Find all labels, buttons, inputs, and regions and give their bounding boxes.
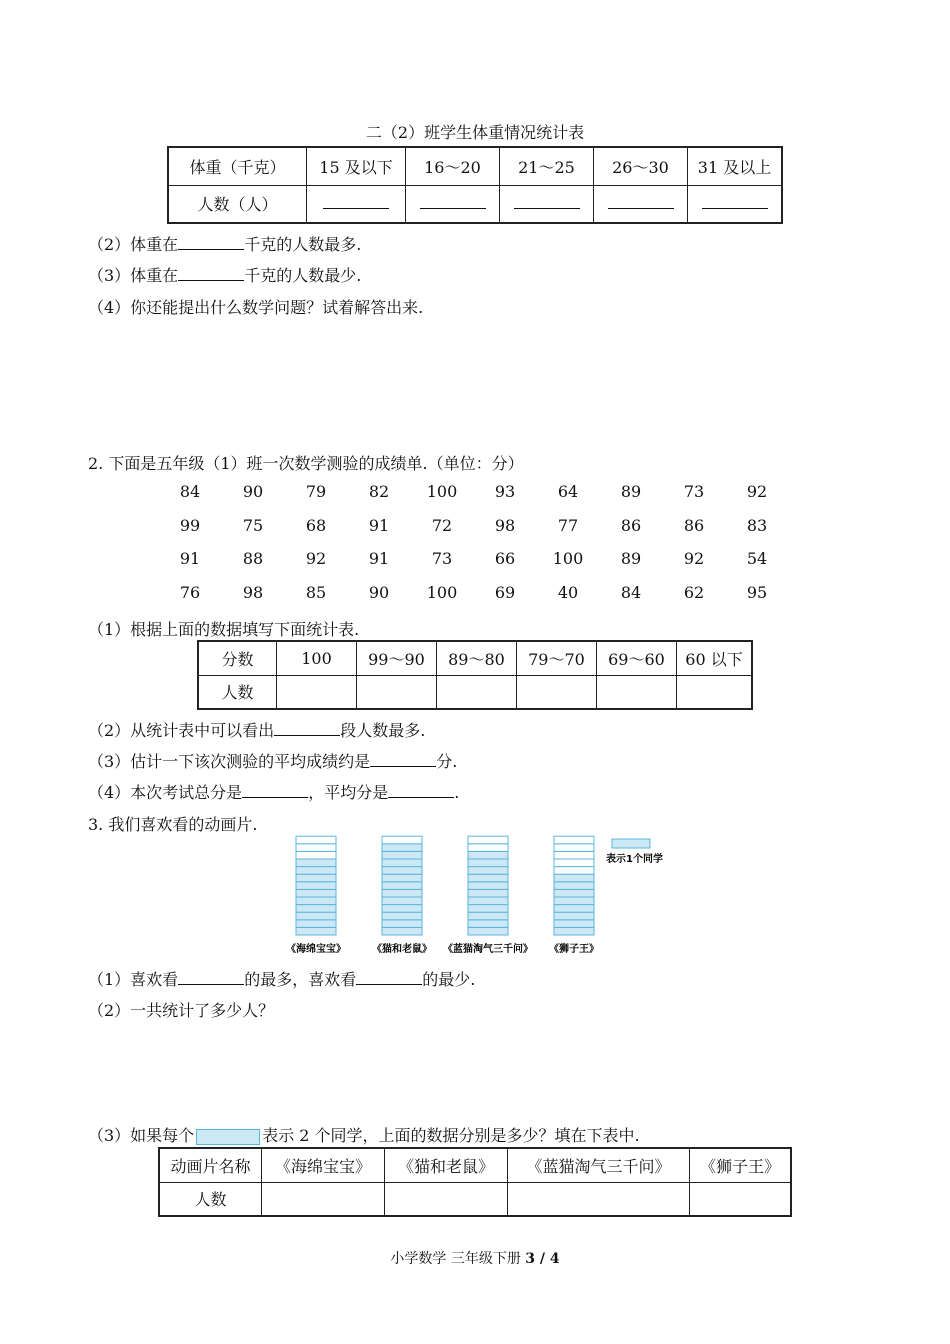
- q2-sub4-pre: （4）本次考试总分是: [88, 783, 243, 802]
- score-value: 75: [242, 515, 264, 535]
- count-blank[interactable]: [688, 185, 783, 223]
- q1-sub3-pre: （3）体重在: [88, 266, 179, 285]
- score-value: 86: [620, 515, 642, 535]
- score-value: 92: [305, 549, 327, 568]
- filled-unit: [382, 851, 422, 859]
- score-count-cell[interactable]: [277, 675, 357, 709]
- score-value: 91: [179, 549, 201, 568]
- q3-sub1-mid: 的最多，喜欢看: [244, 970, 357, 989]
- empty-unit: [554, 859, 594, 867]
- weight-table-title: 二（2）班学生体重情况统计表: [365, 123, 585, 142]
- score-value: 93: [494, 482, 516, 501]
- filled-unit: [296, 912, 336, 920]
- score-value: 92: [746, 482, 768, 501]
- filled-unit: [468, 882, 508, 890]
- score-value: 98: [242, 582, 264, 602]
- score-value: 68: [305, 515, 327, 535]
- filled-unit: [468, 859, 508, 867]
- score-value: 89: [620, 482, 642, 501]
- filled-unit: [468, 851, 508, 859]
- q1-sub2-pre: （2）体重在: [88, 235, 179, 254]
- score-value: 98: [494, 515, 516, 535]
- filled-unit: [296, 905, 336, 913]
- weight-col: 21～25: [500, 147, 594, 185]
- filled-unit: [296, 927, 336, 935]
- page-footer: [0, 1248, 950, 1268]
- q3-sub3-pre: （3）如果每个: [88, 1126, 195, 1145]
- filled-unit: [468, 920, 508, 928]
- score-value: 90: [242, 482, 264, 501]
- score-count-cell[interactable]: [597, 675, 677, 709]
- score-value: 79: [305, 482, 327, 501]
- score-count-cell[interactable]: [517, 675, 597, 709]
- score-value: 88: [242, 549, 264, 568]
- filled-unit: [382, 867, 422, 875]
- filled-unit: [296, 867, 336, 875]
- chart-category-label: 《海绵宝宝》: [286, 944, 346, 955]
- filled-unit: [296, 859, 336, 867]
- score-value: 100: [426, 582, 458, 602]
- filled-unit: [468, 867, 508, 875]
- filled-unit: [382, 912, 422, 920]
- score-col: 100: [277, 641, 357, 675]
- q1-sub3: [88, 263, 361, 286]
- q3-sub1: [88, 967, 475, 990]
- empty-unit: [554, 836, 594, 844]
- q2-sub4-mid: ，平均分是: [308, 783, 389, 802]
- chart-bar: [296, 836, 336, 935]
- filled-unit: [382, 889, 422, 897]
- weight-table: [167, 146, 783, 224]
- filled-unit: [382, 874, 422, 882]
- q3-sub3: [88, 1123, 640, 1146]
- score-count-cell[interactable]: [437, 675, 517, 709]
- filled-unit: [468, 874, 508, 882]
- unit-square-icon: [196, 1129, 260, 1145]
- q1-sub4: （4）你还能提出什么数学问题？试着解答出来.: [88, 298, 424, 317]
- score-header: 分数: [198, 641, 277, 675]
- q1-sub2: [88, 232, 361, 255]
- score-value: 62: [683, 582, 705, 602]
- q2-sub2-post: 段人数最多.: [340, 721, 426, 740]
- q3-sub1-post: 的最少.: [422, 970, 476, 989]
- score-value: 54: [746, 549, 768, 568]
- filled-unit: [554, 927, 594, 935]
- score-value: 92: [683, 549, 705, 568]
- filled-unit: [468, 912, 508, 920]
- score-value: 84: [179, 482, 201, 501]
- q2-sub1: （1）根据上面的数据填写下面统计表.: [88, 620, 360, 639]
- score-count-cell[interactable]: [357, 675, 437, 709]
- cartoon-table: [158, 1147, 792, 1217]
- filled-unit: [468, 889, 508, 897]
- score-value: 89: [620, 549, 642, 568]
- score-col: 99～90: [357, 641, 437, 675]
- score-value: 73: [431, 549, 453, 568]
- score-value: 72: [431, 515, 453, 535]
- q1-sub3-post: 千克的人数最少.: [244, 266, 362, 285]
- legend-label: 表示1个同学: [606, 854, 663, 865]
- legend-swatch: [612, 839, 650, 848]
- filled-unit: [296, 920, 336, 928]
- chart-bar: [554, 836, 594, 935]
- score-value: 91: [368, 549, 390, 568]
- answer-blank[interactable]: [178, 266, 244, 281]
- empty-unit: [554, 851, 594, 859]
- count-blank[interactable]: [406, 185, 500, 223]
- score-value: 95: [746, 582, 768, 602]
- filled-unit: [468, 905, 508, 913]
- filled-unit: [554, 874, 594, 882]
- score-col: 79～70: [517, 641, 597, 675]
- filled-unit: [296, 889, 336, 897]
- filled-unit: [554, 912, 594, 920]
- score-value: 69: [494, 582, 516, 602]
- filled-unit: [382, 897, 422, 905]
- answer-blank[interactable]: [274, 721, 340, 736]
- cartoon-col: 《海绵宝宝》: [262, 1148, 385, 1182]
- answer-blank[interactable]: [370, 752, 436, 767]
- empty-unit: [554, 844, 594, 852]
- empty-unit: [554, 867, 594, 875]
- q3-sub3-post: 表示 2 个同学，上面的数据分别是多少？填在下表中.: [262, 1126, 640, 1145]
- filled-unit: [382, 927, 422, 935]
- score-value: 40: [557, 582, 579, 602]
- weight-col: 15 及以下: [307, 147, 406, 185]
- q2-sub3-pre: （3）估计一下该次测验的平均成绩约是: [88, 752, 371, 771]
- filled-unit: [382, 905, 422, 913]
- cartoon-count-cell[interactable]: [690, 1182, 792, 1216]
- empty-unit: [296, 836, 336, 844]
- q1-sub2-post: 千克的人数最多.: [244, 235, 362, 254]
- filled-unit: [468, 927, 508, 935]
- q2-sub3-post: 分.: [436, 752, 458, 771]
- chart-bar: [468, 836, 508, 935]
- answer-blank[interactable]: [178, 970, 244, 985]
- score-value: 83: [746, 515, 768, 535]
- filled-unit: [382, 882, 422, 890]
- chart-category-label: 《猫和老鼠》: [372, 944, 432, 955]
- score-col: 60 以下: [677, 641, 753, 675]
- q3-title: 3. 我们喜欢看的动画片.: [88, 815, 258, 834]
- score-value: 90: [368, 582, 390, 602]
- score-value: 82: [368, 482, 390, 501]
- weight-col: 31 及以上: [688, 147, 783, 185]
- score-value: 100: [552, 549, 584, 568]
- score-col: 89～80: [437, 641, 517, 675]
- q2-sub3: [88, 749, 457, 772]
- q2-sub2: [88, 718, 425, 741]
- score-value: 99: [179, 515, 201, 535]
- count-blank[interactable]: [500, 185, 594, 223]
- score-count-header: 人数: [198, 675, 277, 709]
- filled-unit: [554, 882, 594, 890]
- count-blank[interactable]: [307, 185, 406, 223]
- filled-unit: [554, 920, 594, 928]
- answer-blank[interactable]: [388, 783, 454, 798]
- answer-blank[interactable]: [178, 235, 244, 250]
- cartoon-bar-chart: [278, 835, 688, 960]
- score-value: 77: [557, 515, 579, 535]
- cartoon-col: 《蓝猫淘气三千问》: [508, 1148, 690, 1182]
- filled-unit: [554, 905, 594, 913]
- weight-col: 26～30: [594, 147, 688, 185]
- empty-unit: [296, 851, 336, 859]
- filled-unit: [554, 889, 594, 897]
- empty-unit: [296, 844, 336, 852]
- score-value: 66: [494, 549, 516, 568]
- filled-unit: [296, 874, 336, 882]
- filled-unit: [468, 897, 508, 905]
- cartoon-header: 动画片名称: [159, 1148, 262, 1182]
- answer-blank[interactable]: [242, 783, 308, 798]
- q2-sub4: [88, 780, 459, 803]
- q2-sub4-post: .: [454, 783, 460, 802]
- empty-unit: [468, 836, 508, 844]
- filled-unit: [296, 882, 336, 890]
- score-value: 73: [683, 482, 705, 501]
- filled-unit: [382, 920, 422, 928]
- weight-col: 16～20: [406, 147, 500, 185]
- cartoon-count-cell[interactable]: [262, 1182, 385, 1216]
- filled-unit: [382, 844, 422, 852]
- filled-unit: [296, 897, 336, 905]
- chart-bar: [382, 836, 422, 935]
- chart-category-label: 《蓝猫淘气三千问》: [443, 944, 533, 955]
- cartoon-col: 《狮子王》: [690, 1148, 792, 1182]
- answer-blank[interactable]: [356, 970, 422, 985]
- cartoon-col: 《猫和老鼠》: [385, 1148, 508, 1182]
- filled-unit: [382, 859, 422, 867]
- filled-unit: [554, 897, 594, 905]
- empty-unit: [382, 836, 422, 844]
- empty-unit: [468, 844, 508, 852]
- score-value: 85: [305, 582, 327, 602]
- cartoon-count-header: 人数: [159, 1182, 262, 1216]
- score-value: 84: [620, 582, 642, 602]
- score-value: 64: [557, 482, 579, 501]
- q3-sub2: （2）一共统计了多少人？: [88, 1001, 275, 1020]
- q3-sub1-pre: （1）喜欢看: [88, 970, 179, 989]
- q2-sub2-pre: （2）从统计表中可以看出: [88, 721, 275, 740]
- weight-header: 体重（千克）: [168, 147, 307, 185]
- page-number: 3 / 4: [525, 1251, 560, 1267]
- score-count-cell[interactable]: [677, 675, 753, 709]
- score-col: 69～60: [597, 641, 677, 675]
- chart-category-label: 《狮子王》: [549, 944, 599, 955]
- count-blank[interactable]: [594, 185, 688, 223]
- score-value: 91: [368, 515, 390, 535]
- score-value: 76: [179, 582, 201, 602]
- q2-title: 2. 下面是五年级（1）班一次数学测验的成绩单.（单位：分）: [88, 454, 524, 473]
- footer-text: 小学数学 三年级下册: [390, 1251, 526, 1267]
- cartoon-count-cell[interactable]: [385, 1182, 508, 1216]
- score-table: [197, 640, 753, 710]
- count-header: 人数（人）: [168, 185, 307, 223]
- cartoon-count-cell[interactable]: [508, 1182, 690, 1216]
- score-value: 86: [683, 515, 705, 535]
- score-value: 100: [426, 482, 458, 501]
